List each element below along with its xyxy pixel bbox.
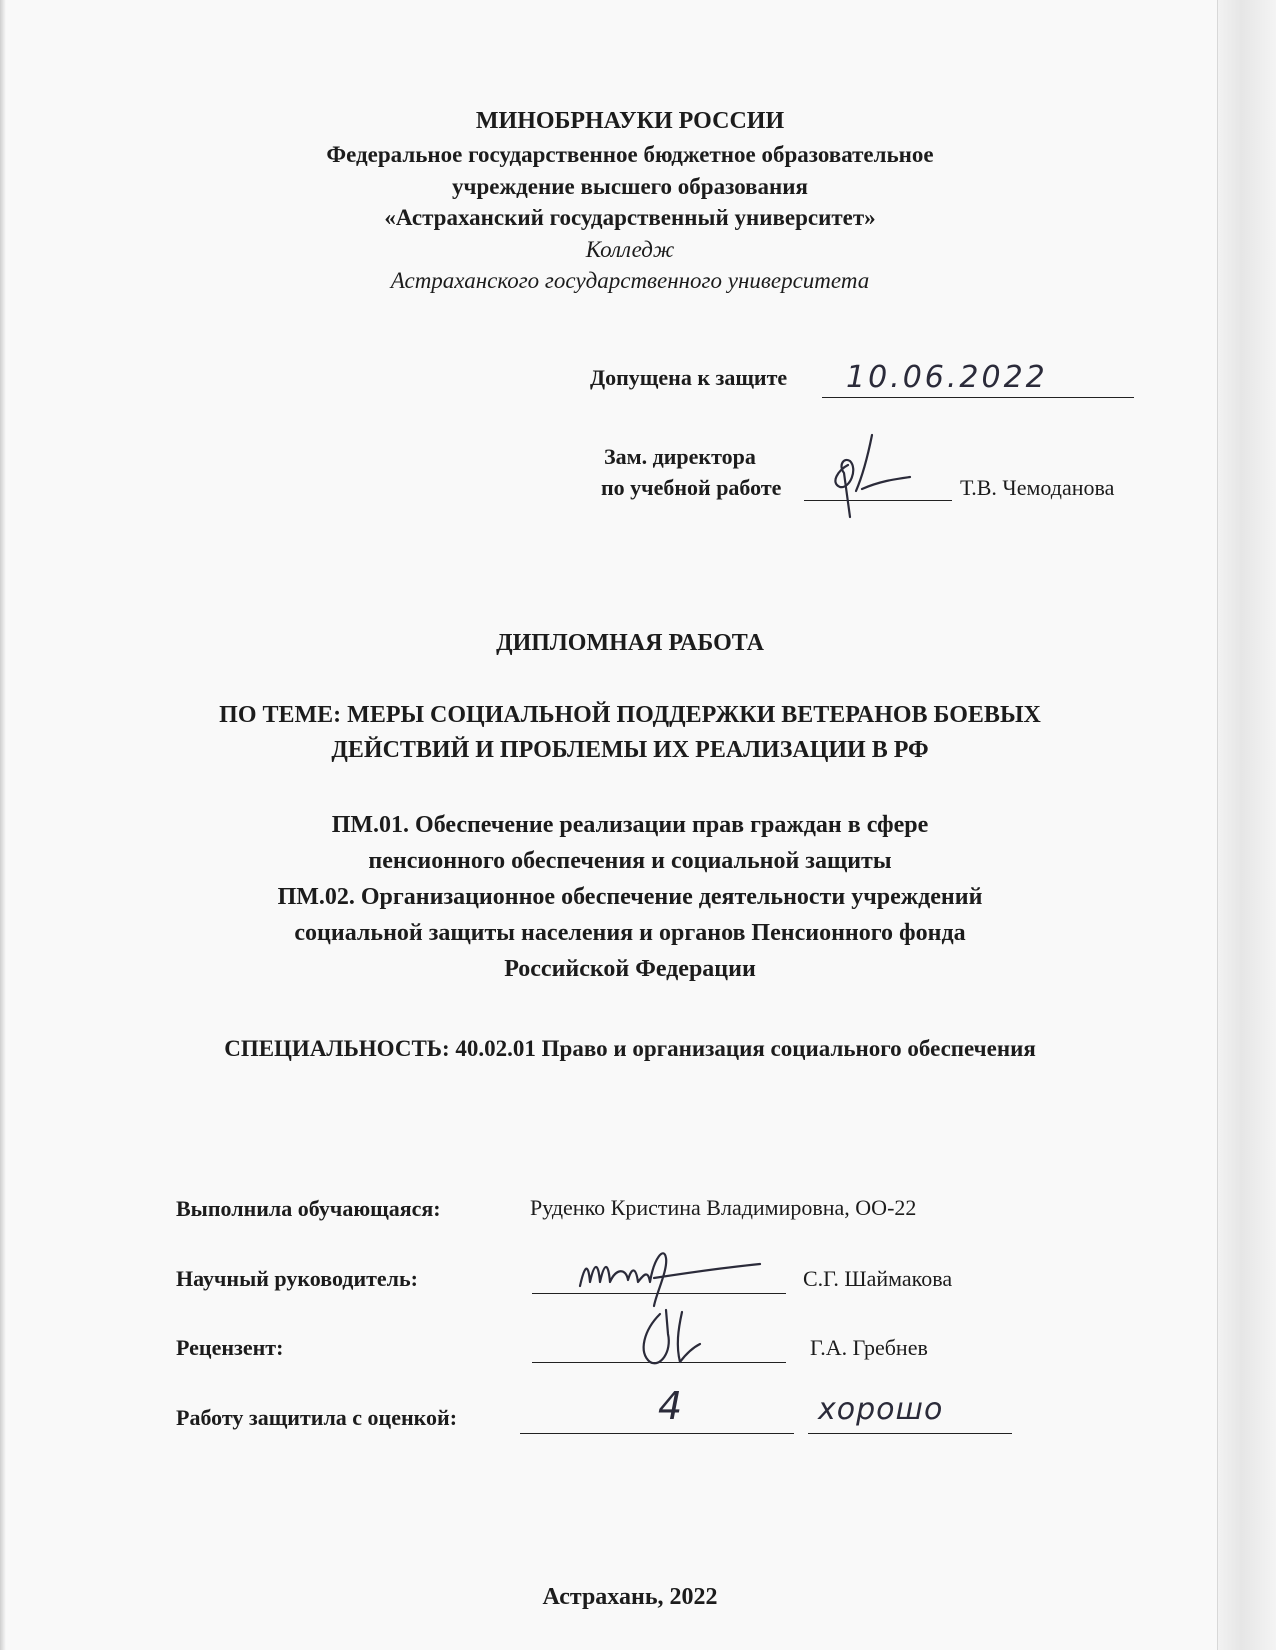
institution-line-2: учреждение высшего образования: [452, 174, 808, 199]
grade-number-line: [520, 1433, 794, 1434]
module-2-line-1: ПМ.02. Организационное обеспечение деятельности учреждений: [277, 884, 983, 910]
supervisor-name: С.Г. Шаймакова: [803, 1266, 953, 1291]
university-name: «Астраханский государственный университет»: [384, 205, 876, 230]
module-2-line-2: социальной защиты населения и органов Пенсионного фонда: [294, 920, 966, 946]
deputy-signature-icon: [810, 425, 930, 520]
grade-word-line: [808, 1433, 1012, 1434]
city-year: Астрахань, 2022: [542, 1584, 718, 1610]
reviewer-label: Рецензент:: [176, 1335, 284, 1360]
student-label: Выполнила обучающаяся:: [176, 1196, 441, 1221]
institution-line-1: Федеральное государственное бюджетное образовательное: [326, 142, 934, 167]
deputy-title-line-1: Зам. директора: [604, 444, 756, 469]
grade-label: Работу защитила с оценкой:: [176, 1405, 458, 1430]
work-type: ДИПЛОМНАЯ РАБОТА: [496, 630, 764, 656]
college-line-1: Колледж: [585, 237, 675, 262]
student-value: Руденко Кристина Владимировна, ОО-22: [530, 1195, 917, 1220]
admitted-date-line: [822, 397, 1134, 398]
grade-word-handwritten: хорошо: [818, 1392, 944, 1427]
topic-line-1: ПО ТЕМЕ: МЕРЫ СОЦИАЛЬНОЙ ПОДДЕРЖКИ ВЕТЕРАНОВ БОЕВЫХ: [219, 702, 1041, 728]
module-1-line-2: пенсионного обеспечения и социальной защиты: [368, 848, 892, 874]
ministry-name: МИНОБРНАУКИ РОССИИ: [475, 108, 785, 134]
supervisor-label: Научный руководитель:: [176, 1266, 418, 1291]
college-line-2: Астраханского государственного университета: [390, 268, 870, 293]
deputy-title-line-2: по учебной работе: [601, 475, 782, 500]
module-2-line-3: Российской Федерации: [504, 956, 756, 982]
admitted-date-handwritten: 10.06.2022: [846, 360, 1048, 395]
supervisor-signature-icon: [570, 1238, 770, 1308]
admitted-label: Допущена к защите: [590, 365, 788, 390]
reviewer-signature-icon: [630, 1300, 720, 1375]
reviewer-name: Г.А. Гребнев: [810, 1335, 928, 1360]
topic-line-2: ДЕЙСТВИЙ И ПРОБЛЕМЫ ИХ РЕАЛИЗАЦИИ В РФ: [331, 737, 929, 763]
grade-number-handwritten: 4: [658, 1384, 686, 1428]
specialty: СПЕЦИАЛЬНОСТЬ: 40.02.01 Право и организация социального обеспечения: [224, 1036, 1036, 1061]
module-1-line-1: ПМ.01. Обеспечение реализации прав граждан в сфере: [331, 812, 929, 838]
deputy-name: Т.В. Чемоданова: [960, 475, 1115, 500]
